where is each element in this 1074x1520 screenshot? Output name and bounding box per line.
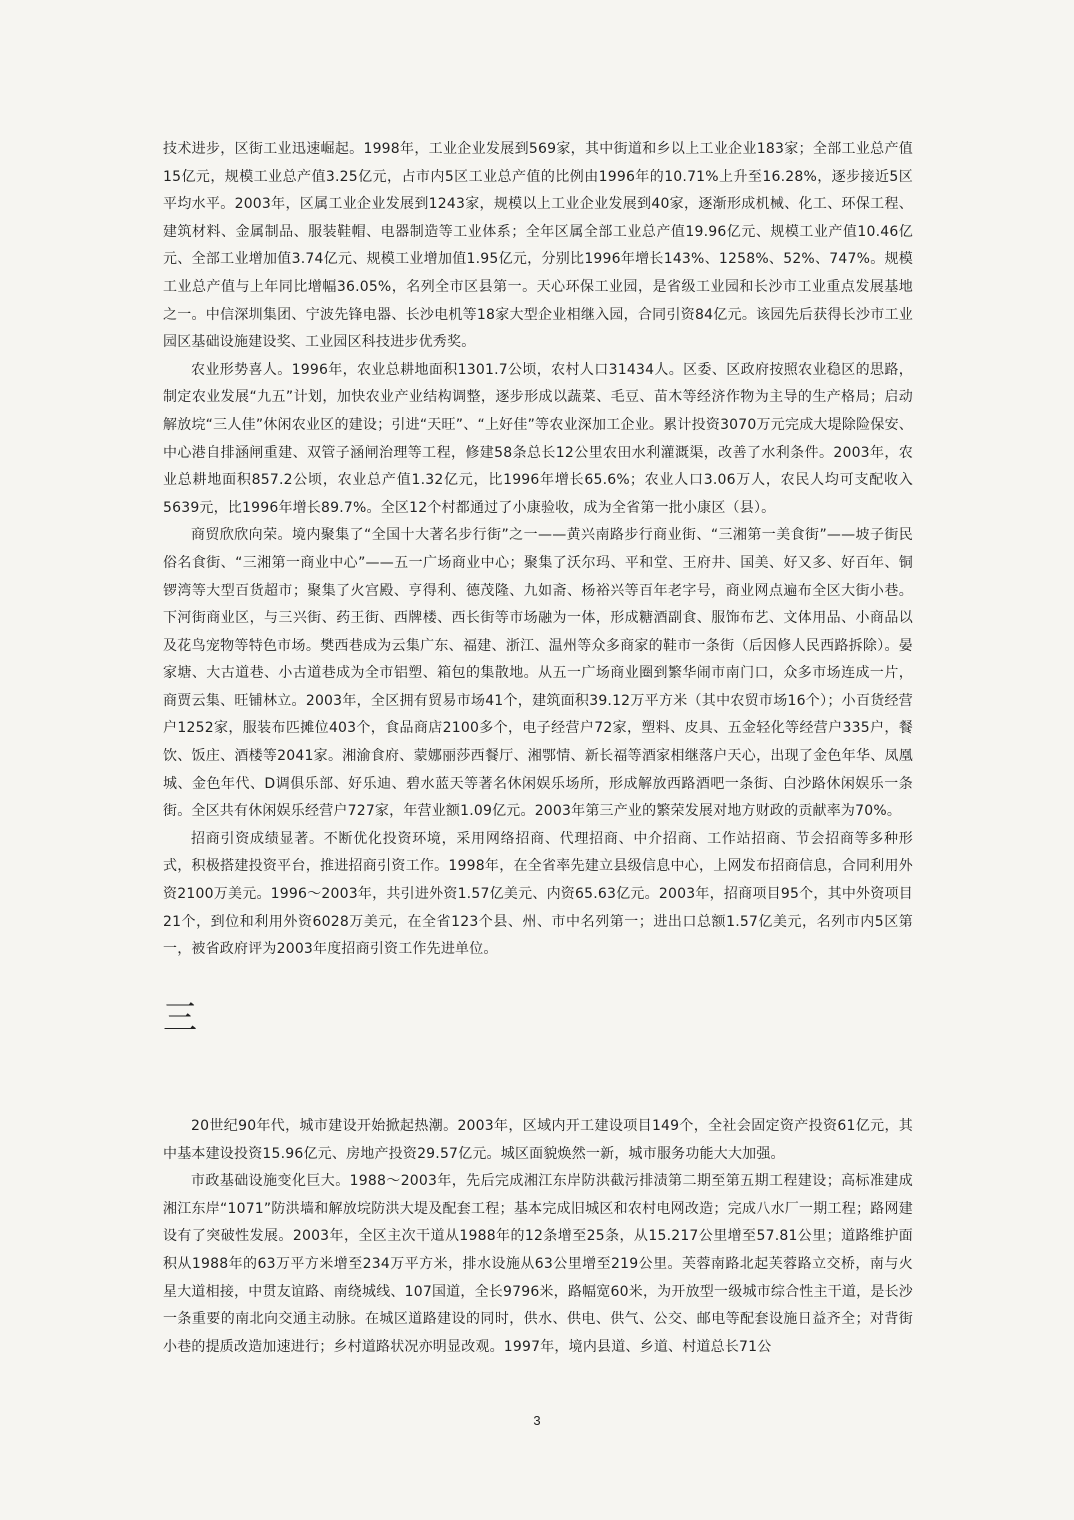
paragraph-investment: 招商引资成绩显著。不断优化投资环境，采用网络招商、代理招商、中介招商、工作站招商、节会招商等多种形式，积极搭建投资平台，推进招商引资工作。1998年，在全省率先建立县级信息中心，上网发布招商信息，合同利用外资2100万美元。1996～2003年，共引进外资1.57亿美元、内资65.63亿元。2003年，招商项目95个，其中外资项目21个，到位和利用外资6028万美元，在全省123个县、州、市中名列第一；进出口总额1.57亿美元，名列市内5区第一，被省政府评为2003年度招商引资工作先进单位。: [163, 830, 913, 958]
section-three-body: [163, 1113, 913, 1361]
section-heading: 三: [163, 997, 197, 1038]
paragraph-infrastructure: 市政基础设施变化巨大。1988～2003年，先后完成湘江东岸防洪截污排渍第二期至第五期工程建设；高标准建成湘江东岸“1071”防洪墙和解放垸防洪大堤及配套工程；基本完成旧城区和农村电网改造；完成八水厂一期工程；路网建设有了突破性发展。2003年，全区主次干道从1988年的12条增至25条，从15.217公里增至57.81公里；道路维护面积从1988年的63万平方米增至234万平方米，排水设施从63公里增至219公里。芙蓉南路北起芙蓉路立交桥，南与火星大道相接，中贯友谊路、南绕城线、107国道，全长9796米，路幅宽60米，为开放型一级城市综合性主干道，是长沙一条重要的南北向交通主动脉。在城区道路建设的同时，供水、供电、供气、公交、邮电等配套设施日益齐全；对背街小巷的提质改造加速进行；乡村道路状况亦明显改观。1997年，境内县道、乡道、村道总长71公: [163, 1173, 913, 1355]
paragraph-commerce: 商贸欣欣向荣。境内聚集了“全国十大著名步行街”之一——黄兴南路步行商业街、“三湘第一美食街”——坡子街民俗名食街、“三湘第一商业中心”——五一广场商业中心；聚集了沃尔玛、平和堂、王府井、国美、好又多、好百年、铜锣湾等大型百货超市；聚集了火宫殿、亨得利、德茂隆、九如斋、杨裕兴等百年老字号，商业网点遍布全区大街小巷。下河街商业区，与三兴街、药王街、西牌楼、西长街等市场融为一体，形成糖酒副食、服饰布艺、文体用品、小商品以及花鸟宠物等特色市场。樊西巷成为云集广东、福建、浙江、温州等众多商家的鞋市一条街（后因修人民西路拆除）。晏家塘、大古道巷、小古道巷成为全市铝塑、箱包的集散地。从五一广场商业圈到繁华闹市南门口，众多市场连成一片，商贾云集、旺铺林立。2003年，全区拥有贸易市场41个，建筑面积39.12万平方米（其中农贸市场16个）；小百货经营户1252家，服装布匹摊位403个，食品商店2100多个，电子经营户72家，塑料、皮具、五金轻化等经营户335户，餐饮、饭庄、酒楼等2041家。湘渝食府、蒙娜丽莎西餐厅、湘鄂情、新长福等酒家相继落户天心，出现了金色年华、凤凰城、金色年代、D调俱乐部、好乐迪、碧水蓝天等著名休闲娱乐场所，形成解放西路酒吧一条街、白沙路休闲娱乐一条街。全区共有休闲娱乐经营户727家，年营业额1.09亿元。2003年第三产业的繁荣发展对地方财政的贡献率为70%。: [163, 527, 913, 820]
section-one: [163, 136, 913, 1038]
paragraph-industry: 技术进步，区街工业迅速崛起。1998年，工业企业发展到569家，其中街道和乡以上工业企业183家；全部工业总产值15亿元，规模工业总产值3.25亿元，占市内5区工业总产值的比例由1996年的10.71%上升至16.28%，逐步接近5区平均水平。2003年，区属工业企业发展到1243家，规模以上工业企业发展到40家，逐渐形成机械、化工、环保工程、建筑材料、金属制品、服装鞋帽、电器制造等工业体系；全年区属全部工业总产值19.96亿元、规模工业产值10.46亿元、全部工业增加值3.74亿元、规模工业增加值1.95亿元，分别比1996年增长143%、1258%、52%、747%。规模工业总产值与上年同比增幅36.05%，名列全市区县第一。天心环保工业园，是省级工业园和长沙市工业重点发展基地之一。中信深圳集团、宁波先锋电器、长沙电机等18家大型企业相继入园，合同引资84亿元。该园先后获得长沙市工业园区基础设施建设奖、工业园区科技进步优秀奖。: [163, 141, 913, 351]
page-number: 3: [533, 1413, 541, 1428]
paragraph-construction: 20世纪90年代，城市建设开始掀起热潮。2003年，区域内开工建设项目149个，全社会固定资产投资61亿元，其中基本建设投资15.96亿元、房地产投资29.57亿元。城区面貌焕然一新，城市服务功能大大加强。: [163, 1118, 913, 1162]
paragraph-agriculture: 农业形势喜人。1996年，农业总耕地面积1301.7公顷，农村人口31434人。区委、区政府按照农业稳区的思路，制定农业发展“九五”计划，加快农业产业结构调整，逐步形成以蔬菜、毛豆、苗木等经济作物为主导的生产格局；启动解放垸“三人佳”休闲农业区的建设；引进“天旺”、“上好佳”等农业深加工企业。累计投资3070万元完成大堤除险保安、中心港自排涵闸重建、双管子涵闸治理等工程，修建58条总长12公里农田水利灌溉渠，改善了水利条件。2003年，农业总耕地面积857.2公顷，农业总产值1.32亿元，比1996年增长65.6%；农业人口3.06万人，农民人均可支配收入5639元，比1996年增长89.7%。全区12个村都通过了小康验收，成为全省第一批小康区（县）。: [163, 361, 913, 516]
